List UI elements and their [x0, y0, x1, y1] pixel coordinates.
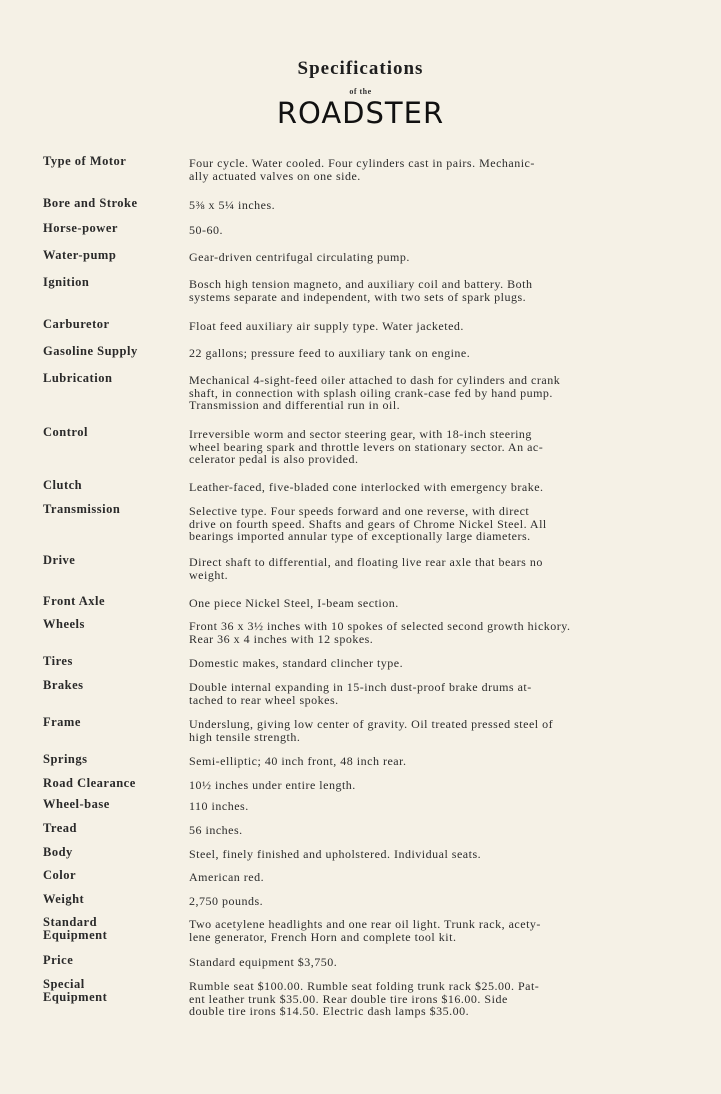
spec-value: 110 inches.: [189, 799, 249, 813]
spec-value: Gear-driven centrifugal circulating pump.: [189, 250, 410, 264]
spec-value: 5⅜ x 5¼ inches.: [189, 198, 276, 212]
spec-label: Tread: [43, 821, 77, 835]
page-subtitle: of the: [349, 87, 372, 96]
spec-value: Rumble seat $100.00. Rumble seat folding trunk rack $25.00. Pat- ent leather trunk $35.00. Rear double tire irons $16.00. Side double tire irons $14.50. Electric dash lamps $35.00.: [189, 979, 540, 1018]
spec-label: Transmission: [43, 502, 121, 516]
page-title: Specifications: [297, 58, 424, 79]
spec-label: Ignition: [43, 275, 90, 289]
spec-value: 22 gallons; pressure feed to auxiliary tank on engine.: [189, 346, 471, 360]
spec-label: Weight: [43, 892, 85, 906]
spec-label: Gasoline Supply: [43, 344, 138, 358]
spec-label: Lubrication: [43, 371, 113, 385]
spec-value: Domestic makes, standard clincher type.: [189, 656, 404, 670]
spec-label: Wheel-base: [43, 797, 110, 811]
spec-value: Irreversible worm and sector steering gear, with 18-inch steering wheel bearing spark and throttle levers on stationary sector. An ac- celerator pedal is also provided.: [189, 427, 544, 466]
spec-value: Four cycle. Water cooled. Four cylinders cast in pairs. Mechanic- ally actuated valves on one side.: [189, 156, 535, 183]
spec-label: Tires: [43, 654, 73, 668]
spec-value: Underslung, giving low center of gravity. Oil treated pressed steel of high tensile strength.: [189, 717, 554, 744]
model-name: ROADSTER: [276, 96, 445, 130]
spec-value: Semi-elliptic; 40 inch front, 48 inch rear.: [189, 754, 407, 768]
spec-label: Color: [43, 868, 77, 882]
spec-value: Selective type. Four speeds forward and one reverse, with direct drive on fourth speed. Shafts and gears of Chrome Nickel Steel. All bearings imported annular type of exceptionally large diameters.: [189, 504, 547, 543]
spec-label: Wheels: [43, 617, 85, 631]
spec-label: Horse-power: [43, 221, 118, 235]
spec-label: Control: [43, 425, 88, 439]
spec-label: Brakes: [43, 678, 84, 692]
spec-value: Standard equipment $3,750.: [189, 955, 338, 969]
spec-value: 56 inches.: [189, 823, 243, 837]
spec-value: Front 36 x 3½ inches with 10 spokes of selected second growth hickory. Rear 36 x 4 inches with 12 spokes.: [189, 619, 571, 646]
spec-value: Direct shaft to differential, and floating live rear axle that bears no weight.: [189, 555, 543, 582]
spec-value: 2,750 pounds.: [189, 894, 264, 908]
spec-value: 50-60.: [189, 223, 223, 237]
spec-value: Leather-faced, five-bladed cone interlocked with emergency brake.: [189, 480, 544, 494]
spec-label: Special Equipment: [43, 977, 108, 1004]
spec-value: Float feed auxiliary air supply type. Water jacketed.: [189, 319, 464, 333]
spec-label: Standard Equipment: [43, 915, 108, 942]
spec-label: Springs: [43, 752, 88, 766]
spec-value: One piece Nickel Steel, I-beam section.: [189, 596, 399, 610]
spec-label: Price: [43, 953, 74, 967]
spec-value: 10½ inches under entire length.: [189, 778, 356, 792]
spec-label: Front Axle: [43, 594, 106, 608]
spec-label: Water-pump: [43, 248, 117, 262]
spec-label: Drive: [43, 553, 76, 567]
spec-value: Steel, finely finished and upholstered. Individual seats.: [189, 847, 482, 861]
spec-label: Bore and Stroke: [43, 196, 138, 210]
spec-label: Body: [43, 845, 73, 859]
spec-value: Double internal expanding in 15-inch dust-proof brake drums at- tached to rear wheel spokes.: [189, 680, 532, 707]
spec-label: Road Clearance: [43, 776, 136, 790]
spec-label: Type of Motor: [43, 154, 127, 168]
spec-label: Clutch: [43, 478, 83, 492]
spec-label: Carburetor: [43, 317, 110, 331]
spec-value: American red.: [189, 870, 265, 884]
spec-label: Frame: [43, 715, 81, 729]
spec-value: Bosch high tension magneto, and auxiliary coil and battery. Both systems separate and independent, with two sets of spark plugs.: [189, 277, 533, 304]
spec-value: Mechanical 4-sight-feed oiler attached to dash for cylinders and crank shaft, in connection with splash oiling crank-case fed by hand pump. Transmission and differential run in oil.: [189, 373, 561, 412]
spec-value: Two acetylene headlights and one rear oil light. Trunk rack, acety- lene generator, French Horn and complete tool kit.: [189, 917, 541, 944]
